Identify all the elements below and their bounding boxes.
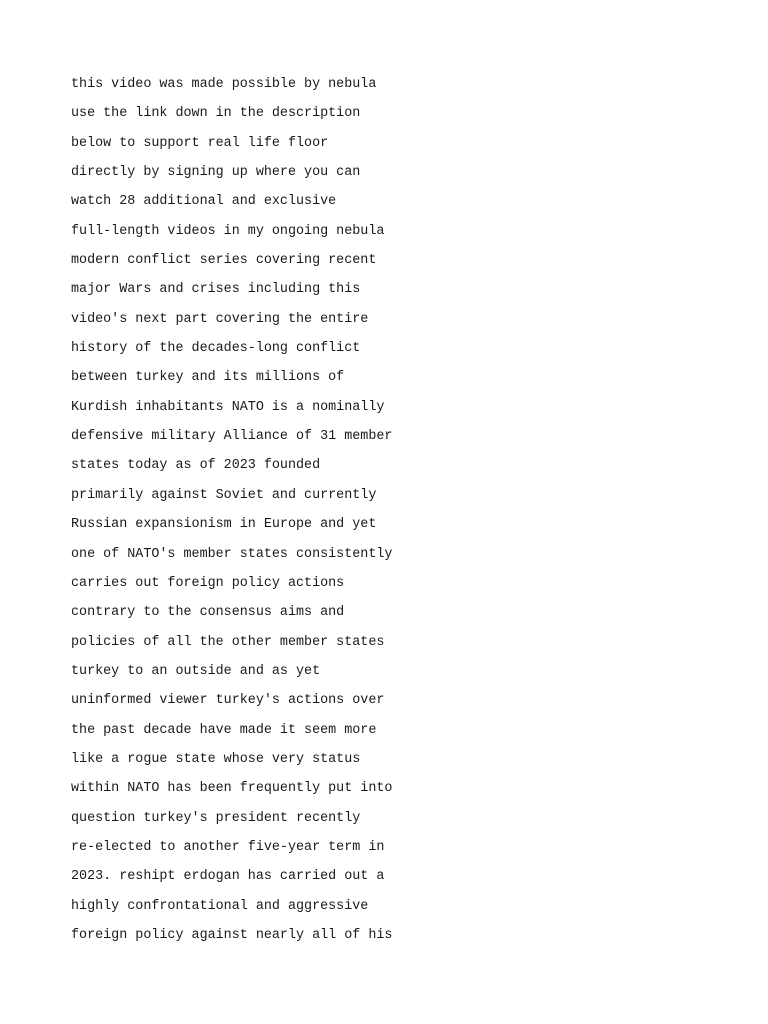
transcript-line-13: defensive military Alliance of 31 member [71,429,393,445]
transcript-line-14: states today as of 2023 founded [71,458,321,474]
transcript-line-2: use the link down in the description [71,106,361,122]
transcript-line-25: within NATO has been frequently put into [71,781,393,797]
transcript-line-16: Russian expansionism in Europe and yet [71,517,377,533]
transcript-line-22: uninformed viewer turkey's actions over [71,693,385,709]
transcript-line-19: contrary to the consensus aims and [71,605,345,621]
transcript-line-17: one of NATO's member states consistently [71,546,393,562]
transcript-line-20: policies of all the other member states [71,634,385,650]
transcript-line-23: the past decade have made it seem more [71,722,377,738]
transcript-line-7: modern conflict series covering recent [71,253,377,269]
transcript-line-11: between turkey and its millions of [71,370,345,386]
transcript-line-24: like a rogue state whose very status [71,751,361,767]
transcript-line-3: below to support real life floor [71,135,329,151]
transcript-line-4: directly by signing up where you can [71,165,361,181]
transcript-line-18: carries out foreign policy actions [71,575,345,591]
transcript-line-10: history of the decades-long conflict [71,341,361,357]
transcript-line-8: major Wars and crises including this [71,282,361,298]
transcript-line-26: question turkey's president recently [71,810,361,826]
transcript-line-9: video's next part covering the entire [71,311,369,327]
transcript-line-15: primarily against Soviet and currently [71,487,377,503]
transcript-line-6: full-length videos in my ongoing nebula [71,223,385,239]
transcript-line-12: Kurdish inhabitants NATO is a nominally [71,399,385,415]
transcript-line-21: turkey to an outside and as yet [71,663,321,679]
transcript-line-27: re-elected to another five-year term in [71,839,385,855]
transcript-line-5: watch 28 additional and exclusive [71,194,337,210]
transcript-line-29: highly confrontational and aggressive [71,898,369,914]
transcript-line-30: foreign policy against nearly all of his [71,927,393,943]
transcript-line-28: 2023. reshipt erdogan has carried out a [71,869,385,885]
transcript-line-1: this video was made possible by nebula [71,77,377,92]
transcript-page [71,70,731,950]
